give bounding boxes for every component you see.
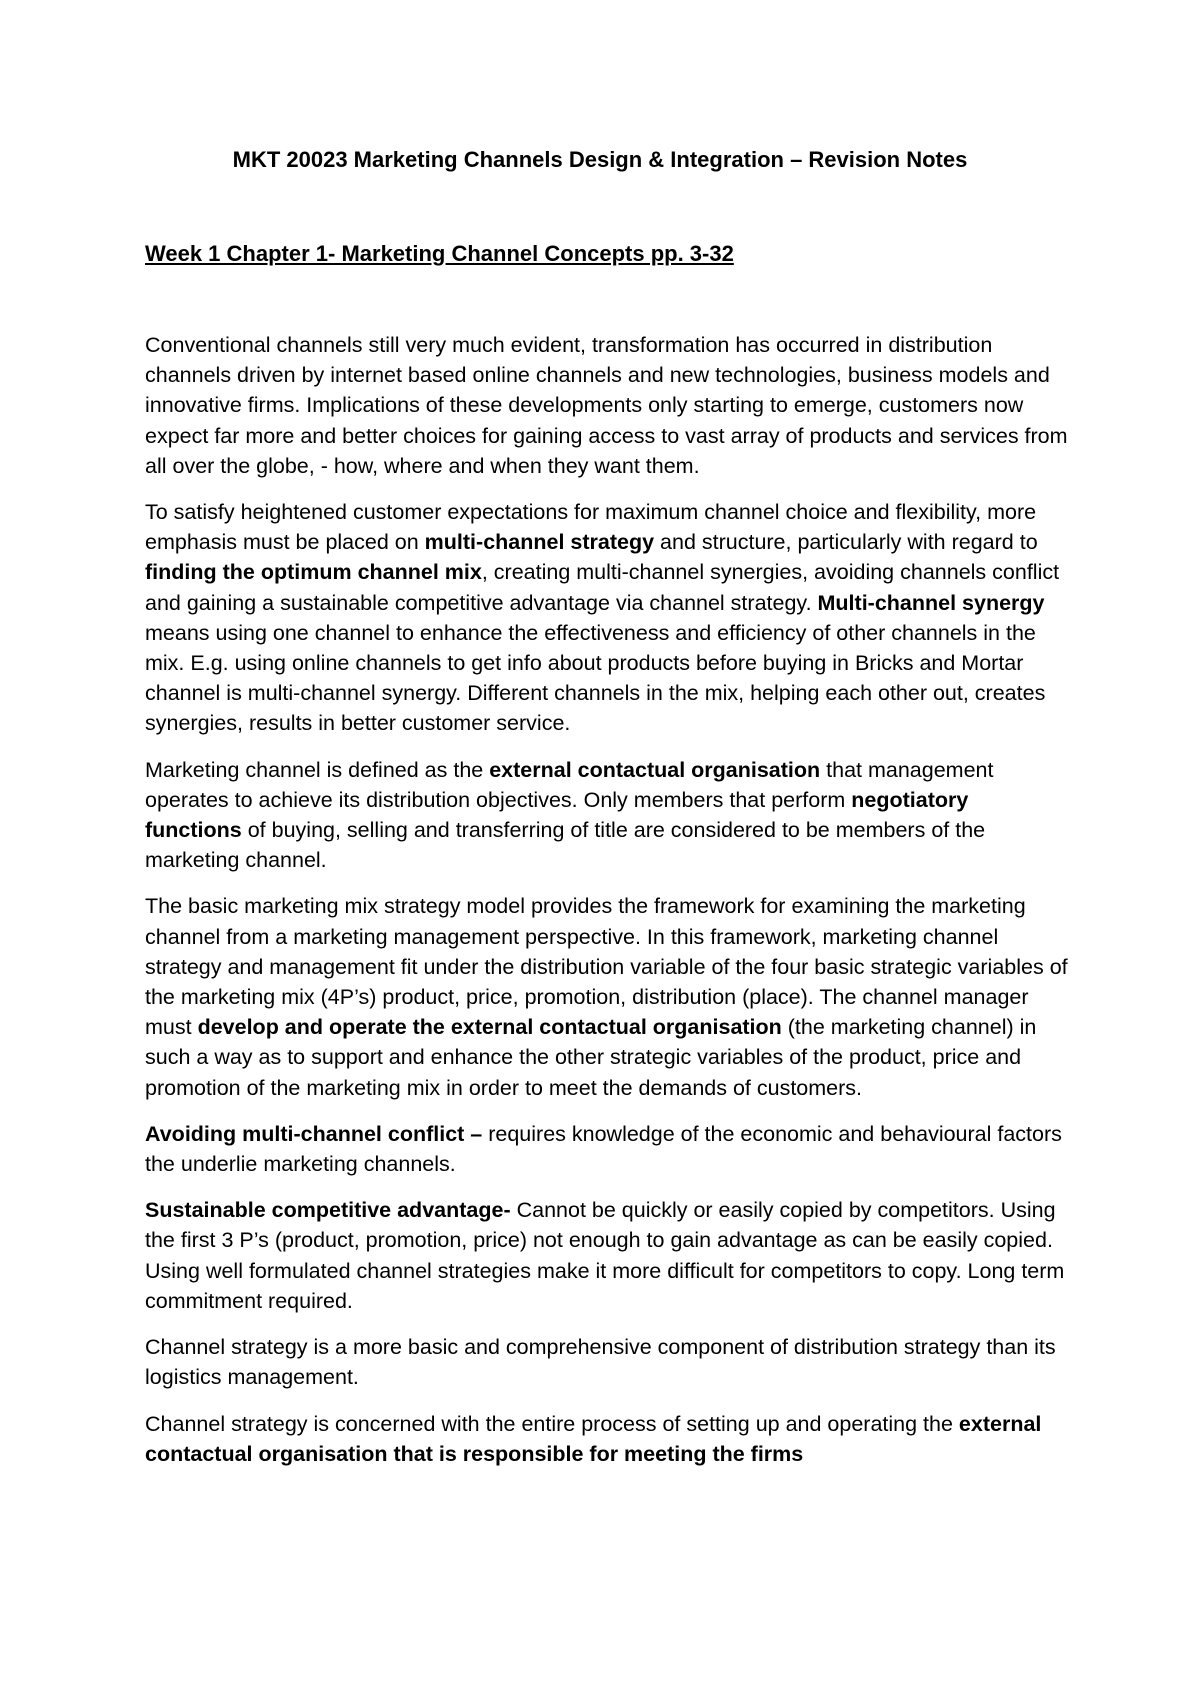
bold-term: multi-channel strategy bbox=[424, 530, 655, 555]
paragraph bbox=[145, 1409, 1070, 1469]
text-run: To satisfy heightened customer expectations for maximum channel choice and flexibility, more emphasis must be placed on bbox=[145, 500, 1037, 555]
section-heading: Week 1 Chapter 1- Marketing Channel Concepts pp. 3-32 bbox=[145, 241, 734, 266]
paragraph bbox=[145, 330, 1070, 481]
paragraph bbox=[145, 497, 1070, 739]
paragraph bbox=[145, 1195, 1070, 1316]
bold-term: external contactual organisation bbox=[489, 757, 821, 782]
bold-term: negotiatory functions bbox=[145, 787, 969, 843]
text-run: and structure, particularly with regard to bbox=[654, 530, 1038, 555]
text-run: Channel strategy is a more basic and comprehensive component of distribution strategy than its logistics management. bbox=[145, 1335, 1056, 1390]
paragraph bbox=[145, 1119, 1070, 1179]
text-run: means using one channel to enhance the effectiveness and efficiency of other channels in the mix. E.g. using online channels to get info about products before buying in Bricks and Mortar channel is multi-channel synergy. Different channels in the mix, helping each other out, creates synergies, results in better customer service. bbox=[145, 620, 1046, 736]
paragraph bbox=[145, 1332, 1070, 1392]
paragraph bbox=[145, 755, 1070, 876]
text-run: Cannot be quickly or easily copied by competitors. Using the first 3 P’s (product, promotion, price) not enough to gain advantage as can be easily copied. Using well formulated channel strategies make it more difficult for competitors to copy. Long term commitment required. bbox=[145, 1198, 1065, 1313]
bold-term: Sustainable competitive advantage- bbox=[145, 1198, 511, 1223]
text-run: of buying, selling and transferring of title are considered to be members of the marketing channel. bbox=[145, 818, 986, 873]
text-run: , creating multi-channel synergies, avoiding channels conflict and gaining a sustainable competitive advantage via channel strategy. bbox=[145, 560, 1060, 615]
bold-term: finding the optimum channel mix bbox=[145, 560, 482, 585]
text-run: Marketing channel is defined as the bbox=[145, 757, 490, 782]
paragraph bbox=[145, 891, 1070, 1102]
text-run: Channel strategy is concerned with the entire process of setting up and operating the bbox=[145, 1411, 959, 1436]
text-run: (the marketing channel) in such a way as to support and enhance the other strategic variables of the product, price and promotion of the marketing mix in order to meet the demands of customers. bbox=[145, 1015, 1037, 1100]
document-title: MKT 20023 Marketing Channels Design & Integration – Revision Notes bbox=[232, 147, 968, 172]
bold-term: develop and operate the external contactual organisation bbox=[197, 1015, 782, 1040]
bold-term: Avoiding multi-channel conflict – bbox=[145, 1121, 483, 1146]
text-run: that management operates to achieve its distribution objectives. Only members that perform bbox=[145, 757, 994, 812]
document-body bbox=[145, 330, 1070, 1485]
text-run: requires knowledge of the economic and behavioural factors the underlie marketing channels. bbox=[145, 1121, 1062, 1177]
text-run: The basic marketing mix strategy model provides the framework for examining the marketing channel from a marketing management perspective. In this framework, marketing channel strategy and management fit under the distribution variable of the four basic strategic variables of the marketing mix (4P’s) product, price, promotion, distribution (place). The channel manager must bbox=[145, 894, 1068, 1040]
bold-term: Multi-channel synergy bbox=[817, 590, 1045, 615]
bold-term: external contactual organisation that is responsible for meeting the firms bbox=[145, 1411, 1042, 1466]
text-run: Conventional channels still very much evident, transformation has occurred in distribution channels driven by internet based online channels and new technologies, business models and innovative firms. Implications of these developments only starting to emerge, customers now expect far more and better choices for gaining access to vast array of products and services from all over the globe, - how, where and when they want them. bbox=[145, 333, 1068, 478]
